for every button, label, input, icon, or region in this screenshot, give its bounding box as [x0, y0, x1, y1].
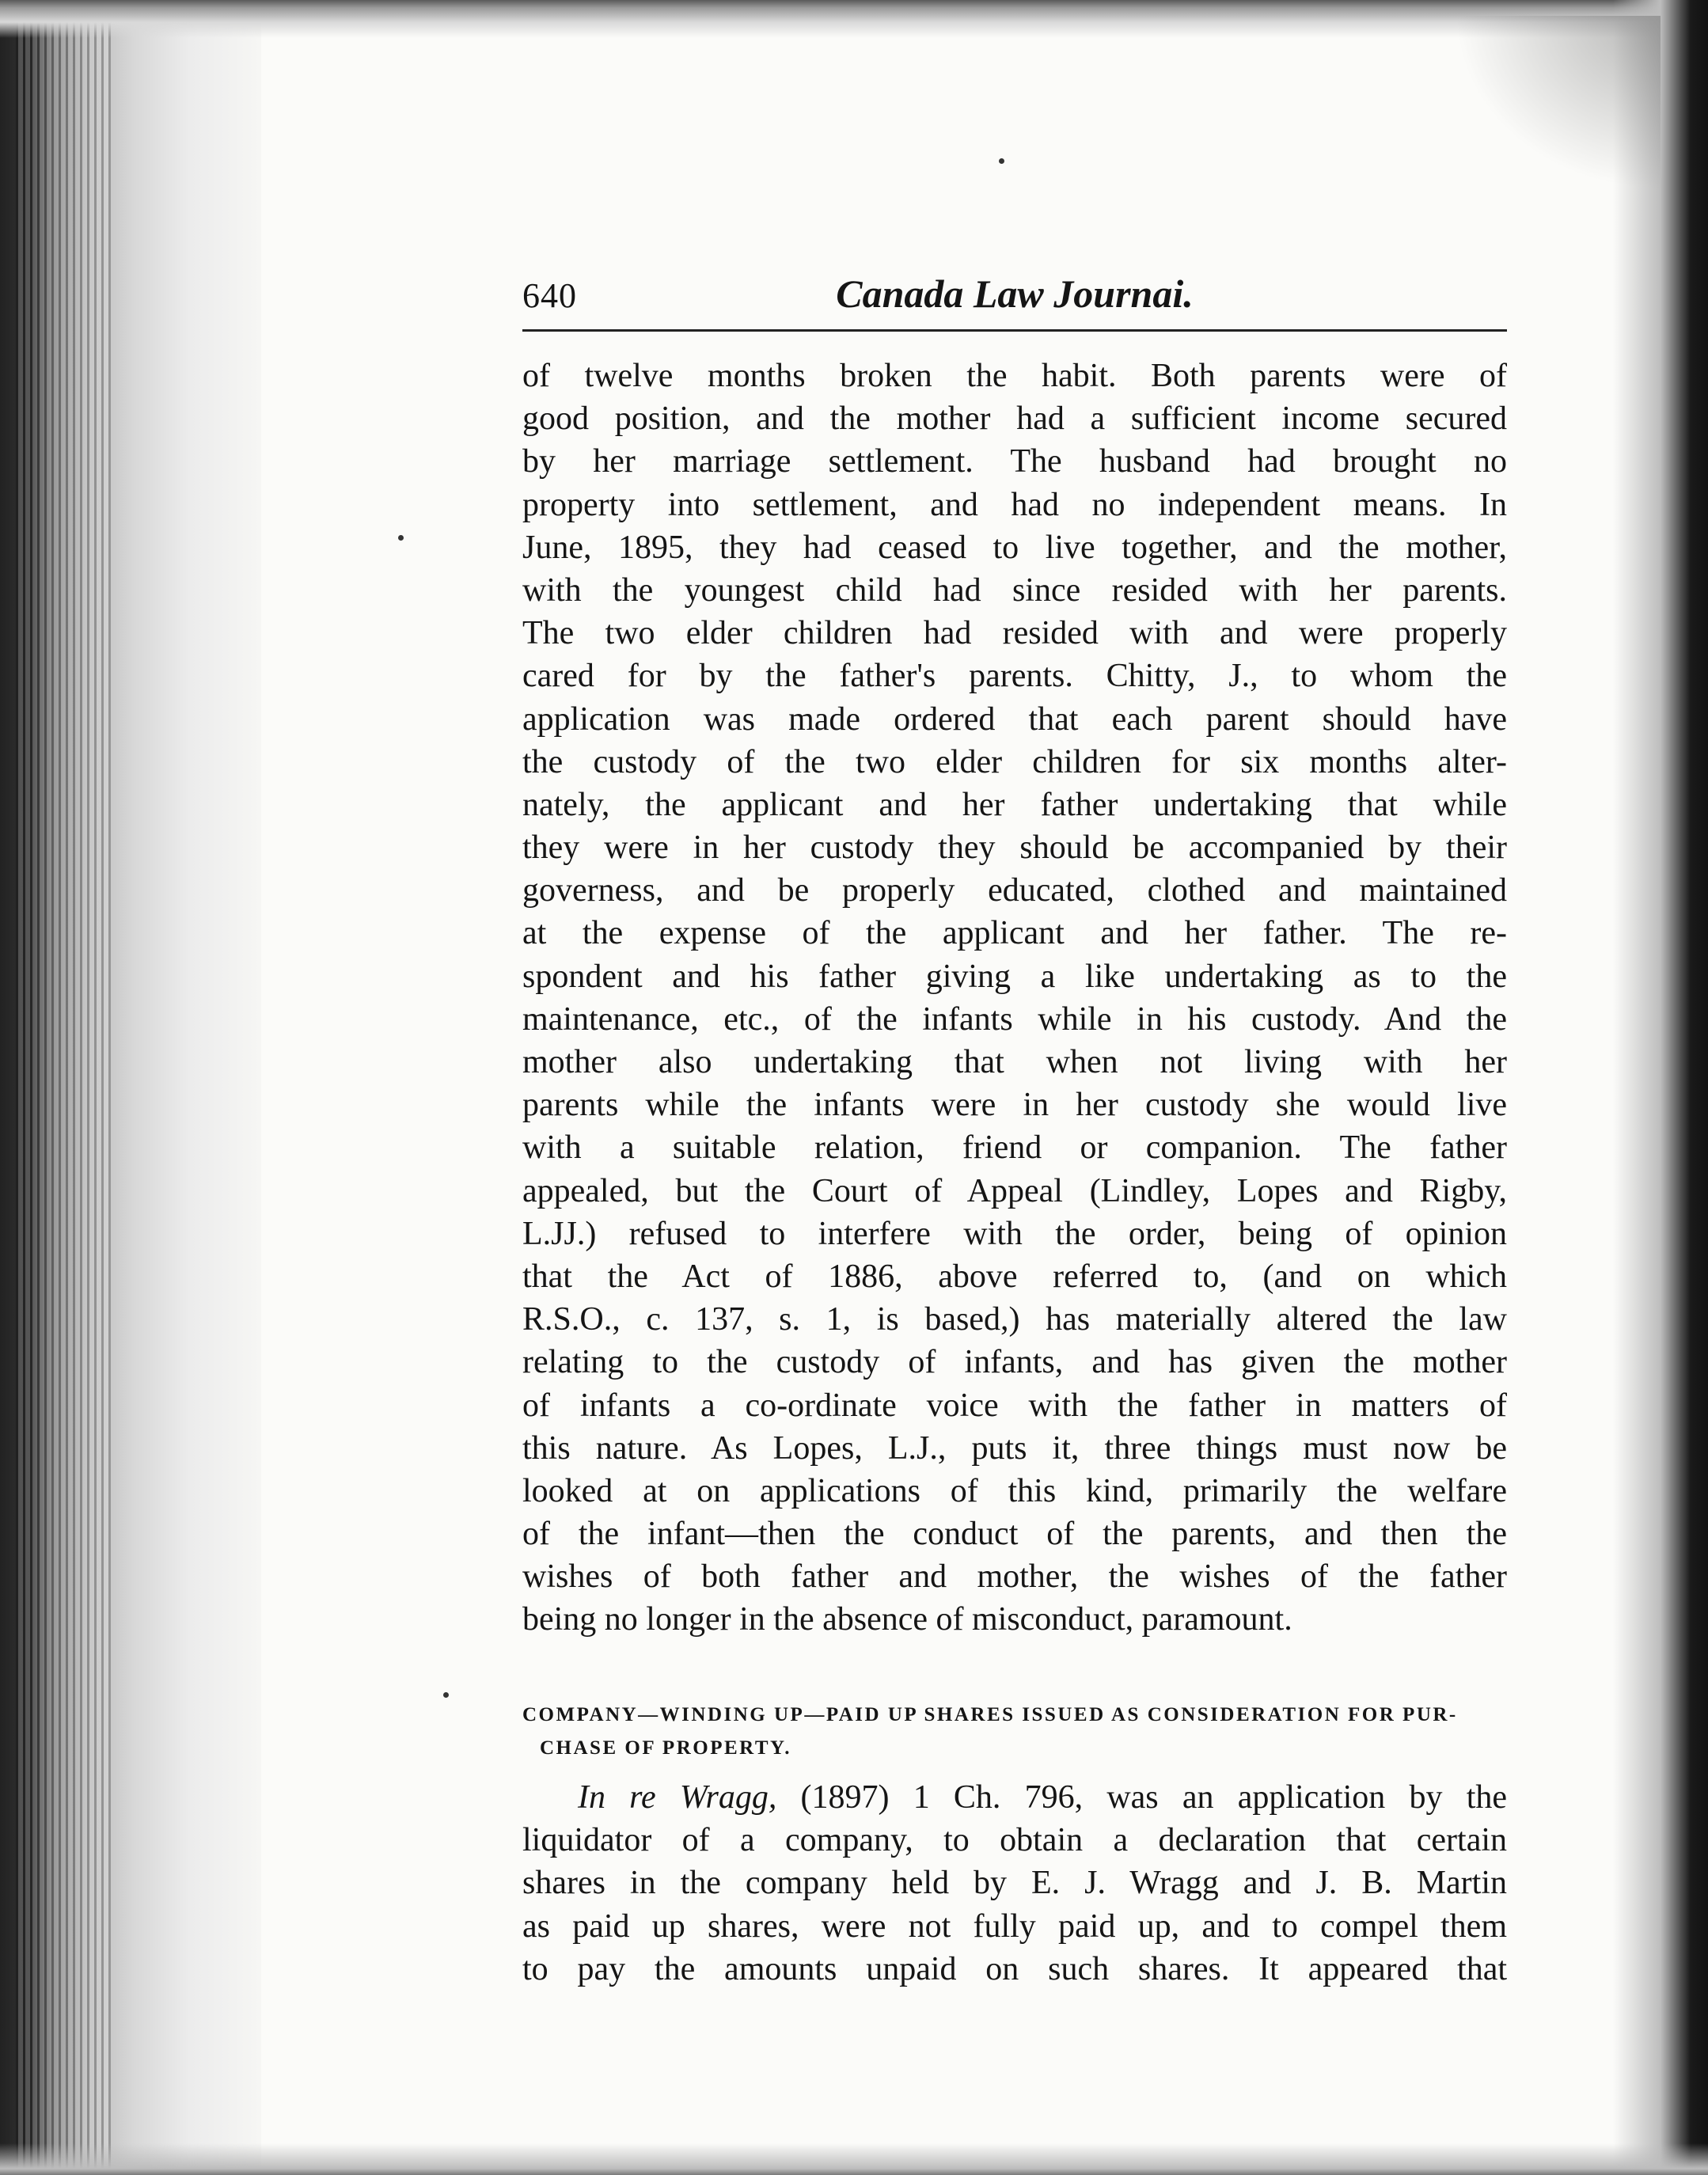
section-heading-line: COMPANY—WINDING UP—PAID UP SHARES ISSUED AS CONSIDERATION FOR PUR- — [522, 1704, 1458, 1725]
binding-shadow — [16, 0, 111, 2175]
text-line: cared for by the father's parents. Chitty, J., to whom the — [522, 658, 1507, 695]
text-line: governess, and be properly educated, clothed and maintained — [522, 872, 1507, 909]
text-line: by her marriage settlement. The husband had brought no — [522, 443, 1507, 480]
text-line: maintenance, etc., of the infants while in his custody. And the — [522, 1000, 1507, 1038]
text-line: of twelve months broken the habit. Both parents were of — [522, 358, 1507, 394]
page-edge-right — [1613, 0, 1708, 2175]
scan-speck — [443, 1692, 449, 1698]
text-line: as paid up shares, were not fully paid up, and to compel them — [522, 1907, 1507, 1945]
text-line: they were in her custody they should be accompanied by their — [522, 829, 1507, 867]
text-line — [522, 1776, 1507, 1819]
text-line: wishes of both father and mother, the wishes of the father — [522, 1558, 1507, 1596]
text-line: The two elder children had resided with and were properly — [522, 615, 1507, 652]
header-rule — [522, 329, 1507, 332]
case-citation: (1897) 1 Ch. 796, was an application by the — [776, 1779, 1508, 1816]
text-line: appealed, but the Court of Appeal (Lindley, Lopes and Rigby, — [522, 1172, 1507, 1209]
section-paragraph — [522, 1776, 1507, 1991]
scan-speck — [999, 158, 1004, 164]
text-line: property into settlement, and had no independent means. In — [522, 486, 1507, 523]
text-line: mother also undertaking that when not living with her — [522, 1044, 1507, 1080]
text-line: of infants a co-ordinate voice with the father in matters of — [522, 1387, 1507, 1424]
text-line: parents while the infants were in her custody she would live — [522, 1087, 1507, 1124]
text-line: being no longer in the absence of misconduct, paramount. — [522, 1601, 1292, 1638]
text-line: of the infant—then the conduct of the parents, and then the — [522, 1516, 1507, 1553]
text-line: this nature. As Lopes, L.J., puts it, three things must now be — [522, 1429, 1507, 1467]
case-name: In re Wragg, — [578, 1779, 777, 1816]
text-line: to pay the amounts unpaid on such shares. It appeared that — [522, 1950, 1507, 1987]
text-line: with a suitable relation, friend or companion. The father — [522, 1129, 1507, 1167]
text-line: looked at on applications of this kind, primarily the welfare — [522, 1472, 1507, 1509]
text-line: nately, the applicant and her father undertaking that while — [522, 786, 1507, 823]
text-line: at the expense of the applicant and her father. The re- — [522, 915, 1507, 952]
page-number: 640 — [522, 276, 577, 315]
text-line: R.S.O., c. 137, s. 1, is based,) has materially altered the law — [522, 1301, 1507, 1338]
text-line: good position, and the mother had a sufficient income secured — [522, 400, 1507, 438]
journal-title: Canada Law Journai. — [836, 271, 1194, 316]
text-line: with the youngest child had since resided with her parents. — [522, 571, 1507, 609]
text-line: the custody of the two elder children for six months alter- — [522, 743, 1507, 780]
text-line: liquidator of a company, to obtain a declaration that certain — [522, 1822, 1507, 1859]
page-edge-top — [0, 0, 1708, 38]
text-line: application was made ordered that each parent should have — [522, 700, 1507, 738]
page-edge-bottom — [0, 2143, 1708, 2175]
text-line: L.JJ.) refused to interfere with the order, being of opinion — [522, 1215, 1507, 1252]
body-paragraph — [522, 355, 1507, 1642]
running-head — [522, 269, 1507, 332]
text-line: shares in the company held by E. J. Wragg and J. B. Martin — [522, 1865, 1507, 1902]
section-heading-line: CHASE OF PROPERTY. — [540, 1737, 791, 1759]
text-line: that the Act of 1886, above referred to, (and on which — [522, 1258, 1507, 1295]
text-line: spondent and his father giving a like undertaking as to the — [522, 958, 1507, 995]
section-heading — [522, 1699, 1507, 1765]
text-line: relating to the custody of infants, and has given the mother — [522, 1344, 1507, 1381]
scan-speck — [398, 535, 404, 541]
text-line: June, 1895, they had ceased to live together, and the mother, — [522, 529, 1507, 566]
page-corner-shadow — [1455, 16, 1661, 190]
